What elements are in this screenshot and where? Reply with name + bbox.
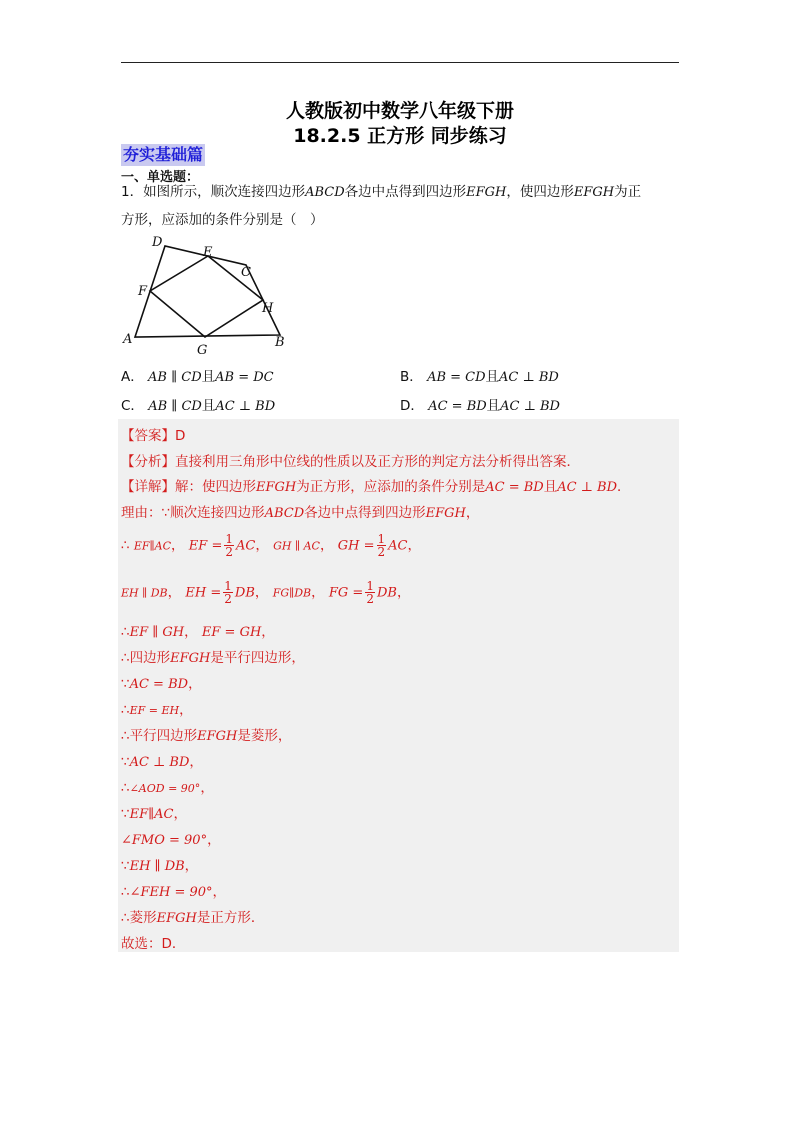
- option-math: AB ∥ CD: [148, 399, 202, 414]
- step-line: [121, 672, 202, 692]
- option-label: D．: [400, 398, 424, 414]
- t: ∴平行四边形: [121, 728, 198, 744]
- t: 且: [543, 479, 558, 495]
- t: ∴: [121, 624, 130, 640]
- step-line: [121, 698, 193, 718]
- label-e: E: [203, 245, 213, 260]
- m: GH ∥ AC: [273, 539, 320, 553]
- t: 理由：∵顺次连接四边形: [121, 505, 265, 521]
- frac-num: 1: [377, 532, 386, 546]
- m: EF =: [188, 538, 223, 554]
- frac-den: 2: [377, 545, 386, 559]
- t: ，: [319, 537, 334, 554]
- t: ，: [407, 537, 421, 554]
- m: AC: [388, 538, 408, 554]
- m: DB: [234, 585, 255, 601]
- m: EFGH: [170, 651, 211, 666]
- step-line: [121, 776, 214, 796]
- option-b[interactable]: [400, 365, 559, 385]
- t: ，: [207, 832, 221, 848]
- m: EF∥AC: [129, 807, 174, 822]
- m: EF∥AC: [133, 539, 171, 553]
- frac-den: 2: [366, 592, 374, 606]
- t: 各边中点得到四边形: [304, 505, 426, 521]
- label-a: A: [123, 332, 133, 347]
- t: 【详解】解：使四边形: [121, 479, 256, 495]
- question-1: [121, 182, 677, 203]
- option-math: AC ⊥ BD: [500, 399, 560, 414]
- option-text: 且: [201, 369, 216, 385]
- option-text: 且: [486, 398, 501, 414]
- m: AC = BD: [129, 677, 189, 692]
- label-f: F: [138, 284, 148, 299]
- frac-num: 1: [366, 579, 374, 593]
- t: ，: [167, 584, 182, 601]
- doc-subtitle: 18.2.5 正方形 同步练习: [293, 125, 507, 147]
- t: ，: [173, 806, 187, 822]
- q-text: 为正: [614, 184, 642, 200]
- m: AC ⊥ BD: [129, 755, 190, 770]
- t: ，: [184, 624, 198, 640]
- frac-num: 1: [225, 532, 233, 546]
- step-line: [121, 724, 291, 744]
- m: EFGH: [156, 911, 197, 926]
- m: EFGH: [425, 506, 466, 521]
- q-math: EFGH: [466, 185, 507, 200]
- question-number: 1．: [121, 184, 144, 200]
- step-line: [121, 880, 226, 900]
- m: EFGH: [256, 480, 297, 495]
- label-g: G: [197, 343, 208, 357]
- option-label: C．: [121, 398, 144, 414]
- t: ．: [617, 479, 631, 495]
- m: EF = EH: [129, 704, 180, 717]
- t: ，: [171, 537, 185, 554]
- t: ∴: [121, 537, 130, 554]
- fraction: [223, 580, 233, 605]
- step-line: [121, 620, 275, 640]
- m: EFGH: [197, 729, 238, 744]
- option-label: B．: [400, 369, 423, 385]
- label-d: D: [152, 235, 163, 250]
- midline-line-1: [121, 533, 421, 558]
- m: EF = GH: [201, 625, 262, 640]
- fraction: [377, 533, 387, 558]
- option-text: 且: [201, 398, 216, 414]
- midline-line-2: [121, 580, 410, 605]
- t: ∵: [121, 858, 130, 874]
- t: ，: [188, 676, 202, 692]
- q-math: EFGH: [573, 185, 615, 200]
- m: FG =: [328, 585, 364, 601]
- t: ∵: [121, 754, 130, 770]
- t: ，: [179, 702, 193, 718]
- t: ∴菱形: [121, 910, 157, 926]
- doc-title: 人教版初中数学八年级下册: [285, 100, 514, 122]
- t: 为正方形，应添加的条件分别是: [296, 479, 486, 495]
- section-heading: 夯实基础篇: [123, 145, 204, 164]
- option-a[interactable]: [121, 365, 274, 385]
- option-text: 且: [485, 369, 500, 385]
- t: ，: [311, 584, 325, 601]
- header-rule: [121, 62, 679, 63]
- m: EH ∥ DB: [121, 586, 168, 600]
- step-line: [121, 646, 305, 666]
- q-text: ，使四边形: [506, 184, 574, 200]
- quadrilateral-figure: [121, 232, 291, 357]
- t: ，: [189, 754, 203, 770]
- option-c[interactable]: [121, 394, 275, 414]
- m: ∠FEH = 90°: [129, 885, 213, 900]
- m: FG∥DB: [272, 586, 312, 600]
- frac-den: 2: [224, 592, 232, 606]
- t: ，: [254, 584, 269, 601]
- label-c: C: [241, 265, 251, 280]
- m: ∠AOD = 90°: [129, 782, 201, 795]
- reason-line: [121, 501, 479, 521]
- t: ，: [212, 884, 227, 900]
- m: EH ∥ DB: [129, 859, 185, 874]
- fraction: [365, 580, 375, 605]
- t: 是正方形．: [196, 910, 265, 926]
- m: DB: [376, 585, 397, 601]
- question-1-cont: 方形，应添加的条件分别是（ ）: [121, 212, 324, 228]
- step-line: [121, 802, 187, 822]
- option-label: A．: [121, 369, 144, 385]
- option-math: AC ⊥ BD: [215, 399, 276, 414]
- option-math: AC ⊥ BD: [499, 370, 559, 385]
- t: ，: [184, 858, 199, 874]
- step-line: [121, 906, 264, 926]
- analysis-line: 【分析】直接利用三角形中位线的性质以及正方形的判定方法分析得出答案．: [121, 454, 580, 470]
- t: ∴四边形: [121, 650, 171, 666]
- label-b: B: [275, 335, 285, 350]
- option-math: AC = BD: [428, 399, 487, 414]
- t: ∴: [121, 780, 130, 796]
- m: AC: [235, 538, 256, 554]
- option-math: AB = CD: [427, 370, 486, 385]
- m: AC = BD: [485, 480, 544, 495]
- t: ，: [396, 584, 411, 601]
- answer-panel: [118, 419, 679, 952]
- t: ∴: [121, 702, 130, 718]
- t: ，: [261, 624, 275, 640]
- option-math: AB ∥ CD: [148, 370, 202, 385]
- frac-den: 2: [225, 545, 233, 559]
- m: EH =: [185, 585, 222, 601]
- q-math: ABCD: [305, 185, 345, 200]
- m: EF ∥ GH: [129, 625, 185, 640]
- m: GH =: [337, 538, 375, 554]
- t: ，: [465, 505, 480, 521]
- t: ∵: [121, 676, 130, 692]
- t: ，: [200, 780, 214, 796]
- t: 是菱形，: [237, 728, 292, 744]
- m: ∠FMO = 90°: [121, 833, 208, 848]
- conclusion-line: 故选：D．: [121, 936, 186, 952]
- m: ABCD: [264, 506, 305, 521]
- step-line: [121, 854, 198, 874]
- option-math: AB = DC: [215, 370, 274, 385]
- q-text: 如图所示，顺次连接四边形: [143, 184, 306, 200]
- detail-line: [121, 475, 631, 495]
- fraction: [224, 533, 234, 558]
- part-heading: 一、单选题：: [121, 170, 200, 185]
- t: ∴: [121, 884, 130, 900]
- answer-line: 【答案】D: [121, 428, 186, 444]
- label-h: H: [262, 301, 274, 316]
- step-line: [121, 750, 203, 770]
- t: ，: [255, 537, 269, 554]
- m: AC ⊥ BD: [557, 480, 618, 495]
- option-d[interactable]: [400, 394, 560, 414]
- t: ∵: [121, 806, 130, 822]
- q-text: 各边中点得到四边形: [344, 184, 467, 200]
- frac-num: 1: [224, 579, 232, 593]
- step-line: [121, 828, 221, 848]
- t: 是平行四边形，: [210, 650, 305, 666]
